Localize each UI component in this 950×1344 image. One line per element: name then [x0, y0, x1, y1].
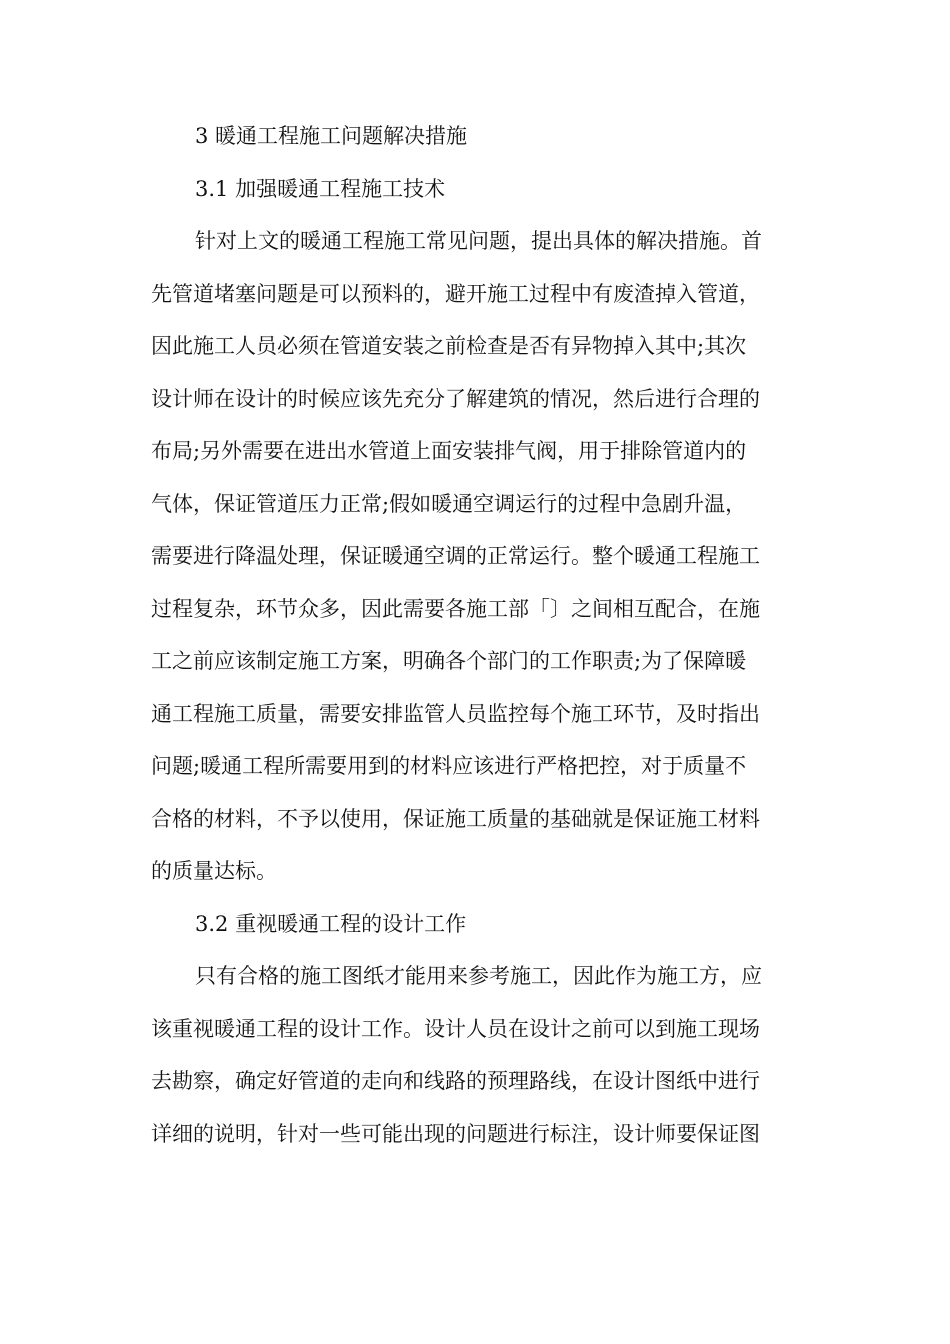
paragraph-line: 合格的材料，不予以使用，保证施工质量的基础就是保证施工材料 [151, 806, 760, 831]
paragraph-line: 只有合格的施工图纸才能用来参考施工，因此作为施工方，应 [195, 964, 762, 988]
paragraph-line: 因此施工人员必须在管道安装之前检查是否有异物掉入其中;其次 [151, 334, 747, 358]
paragraph-line: 先管道堵塞问题是可以预料的，避开施工过程中有废渣掉入管道， [151, 281, 760, 306]
document-body [151, 110, 800, 1160]
paragraph-line: 通工程施工质量，需要安排监管人员监控每个施工环节，及时指出 [151, 701, 760, 726]
paragraph-line: 去勘察，确定好管道的走向和线路的预理路线，在设计图纸中进行 [151, 1069, 760, 1093]
section-heading-3-2: 3.2 重视暖通工程的设计工作 [195, 911, 467, 936]
main-heading: 3 暖通工程施工问题解决措施 [195, 124, 468, 148]
paragraph-line: 工之前应该制定施工方案，明确各个部门的工作职责;为了保障暖 [151, 649, 747, 673]
paragraph-line: 的质量达标。 [151, 859, 277, 883]
paragraph-line: 详细的说明，针对一些可能出现的问题进行标注，设计师要保证图 [151, 1121, 760, 1146]
paragraph-line: 设计师在设计的时候应该先充分了解建筑的情况，然后进行合理的 [151, 386, 760, 411]
paragraph-line: 需要进行降温处理，保证暖通空调的正常运行。整个暖通工程施工 [151, 544, 760, 568]
section-heading-3-1: 3.1 加强暖通工程施工技术 [195, 176, 446, 201]
paragraph-line: 针对上文的暖通工程施工常见问题，提出具体的解决措施。首 [195, 229, 762, 253]
paragraph-line: 布局;另外需要在进出水管道上面安装排气阀，用于排除管道内的 [151, 439, 747, 463]
paragraph-line: 气体，保证管道压力正常;假如暖通空调运行的过程中急剧升温， [151, 491, 747, 516]
paragraph-line: 该重视暖通工程的设计工作。设计人员在设计之前可以到施工现场 [151, 1016, 760, 1041]
paragraph-line: 过程复杂，环节众多，因此需要各施工部「〕之间相互配合，在施 [151, 596, 760, 621]
paragraph-line: 问题;暖通工程所需要用到的材料应该进行严格把控，对于质量不 [151, 754, 747, 778]
